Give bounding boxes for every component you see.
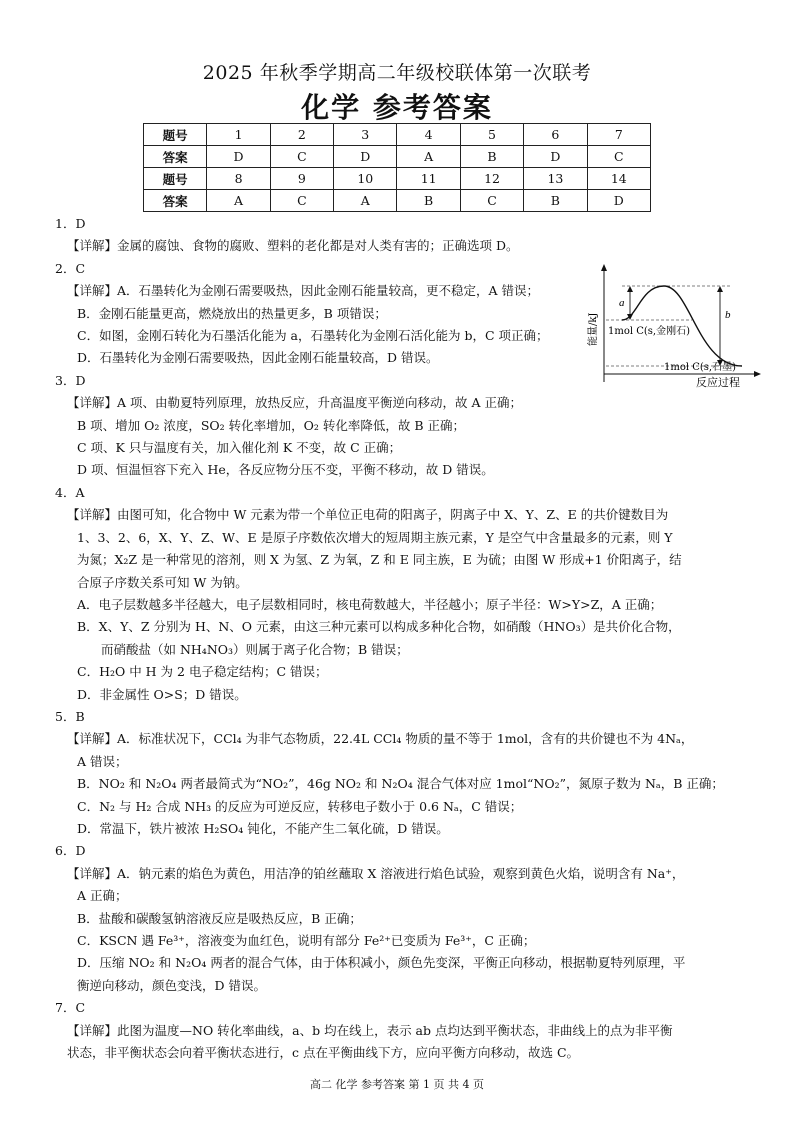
answer-table-header-cell: 题号 (144, 124, 207, 146)
explanation-line: B．金刚石能量更高，燃烧放出的热量更多，B 项错误； (77, 305, 387, 321)
answer-table-cell: 6 (524, 124, 587, 146)
answer-table-cell: A (334, 190, 397, 212)
explanation-line: D 项、恒温恒容下充入 He，各反应物分压不变，平衡不移动，故 D 错误。 (77, 462, 494, 478)
explanation-line: 【详解】此图为温度—NO 转化率曲线，a、b 均在线上，表示 ab 点均达到平衡状态，非曲线上的点为非平衡 (67, 1022, 673, 1038)
question-number: 5．B (55, 708, 85, 724)
explanation-line: D．常温下，铁片被浓 H₂SO₄ 钝化，不能产生二氧化硫，D 错误。 (77, 820, 449, 836)
explanation-line: 而硝酸盐（如 NH₄NO₃）则属于离子化合物；B 错误； (101, 641, 409, 657)
explanation-line: 【详解】A 项、由勒夏特列原理，放热反应，升高温度平衡逆向移动，故 A 正确； (67, 395, 522, 411)
question-number: 2．C (55, 260, 86, 276)
answer-table-cell: A (397, 146, 460, 168)
explanation-line: 【详解】A．标准状况下，CCl₄ 为非气态物质，22.4L CCl₄ 物质的量不等于 1mol，含有的共价键也不为 4Nₐ， (67, 731, 694, 747)
page-footer: 高二 化学 参考答案 第 1 页 共 4 页 (310, 1078, 484, 1091)
explanation-line: 【详解】A．钠元素的焰色为黄色，用洁净的铂丝蘸取 X 溶液进行焰色试验，观察到黄色火焰，说明含有 Na⁺， (67, 865, 685, 881)
explanation-line: B．盐酸和碳酸氢钠溶液反应是吸热反应，B 正确； (77, 910, 362, 926)
answer-table (143, 123, 651, 212)
answer-table-header-cell: 题号 (144, 168, 207, 190)
answer-table-header-cell: 答案 (144, 146, 207, 168)
x-axis-label: 反应过程 (696, 376, 740, 389)
explanation-line: C．H₂O 中 H 为 2 电子稳定结构；C 错误； (77, 664, 328, 680)
y-axis-arrow (601, 264, 607, 271)
question-number: 3．D (55, 372, 86, 388)
answer-table-header-cell: 答案 (144, 190, 207, 212)
answer-table-cell: D (587, 190, 650, 212)
diamond-label: 1mol C(s,金刚石) (608, 326, 691, 337)
answer-table-row (144, 168, 651, 190)
document-subtitle: 化学 参考答案 (301, 91, 493, 124)
explanation-line: B 项、增加 O₂ 浓度，SO₂ 转化率增加，O₂ 转化率降低，故 B 正确； (77, 417, 466, 433)
explanation-line: C 项、K 只与温度有关，加入催化剂 K 不变，故 C 正确； (77, 440, 402, 456)
explanation-line: C．N₂ 与 H₂ 合成 NH₃ 的反应为可逆反应，转移电子数小于 0.6 Nₐ，C 错误； (77, 798, 523, 814)
b-label: b (725, 309, 731, 321)
answer-table-cell: 13 (524, 168, 587, 190)
explanation-line: 【详解】金属的腐蚀、食物的腐败、塑料的老化都是对人类有害的；正确选项 D。 (67, 238, 519, 254)
answer-table-cell: 2 (270, 124, 333, 146)
answer-table-cell: D (524, 146, 587, 168)
explanation-line: A 错误； (77, 753, 128, 769)
question-number: 4．A (55, 484, 85, 500)
answer-table-cell: D (207, 146, 270, 168)
explanation-line: 为氮；X₂Z 是一种常见的溶剂，则 X 为氢、Z 为氧，Z 和 E 同主族，E 为硫；由图 W 形成+1 价阳离子，结 (77, 552, 682, 568)
explanation-line: 状态，非平衡状态会向着平衡状态进行，c 点在平衡曲线下方，应向平衡方向移动，故选 C。 (67, 1045, 580, 1061)
answer-table-row (144, 146, 651, 168)
explanation-line: 衡逆向移动，颜色变浅，D 错误。 (77, 977, 266, 993)
answer-table-cell: 3 (334, 124, 397, 146)
answer-table-cell: C (270, 190, 333, 212)
question-number: 6．D (55, 843, 86, 859)
graphite-label: 1mol C(s,石墨) (664, 362, 737, 373)
explanation-line: 【详解】由图可知，化合物中 W 元素为带一个单位正电荷的阳离子，阴离子中 X、Y、Z、E 的共价键数目为 (67, 507, 669, 523)
explanation-line: 【详解】A．石墨转化为金刚石需要吸热，因此金刚石能量较高，更不稳定，A 错误； (67, 283, 540, 299)
answer-table-cell: 7 (587, 124, 650, 146)
explanation-line: D．压缩 NO₂ 和 N₂O₄ 两者的混合气体，由于体积减小，颜色先变深，平衡正向移动，根据勒夏特列原理，平 (77, 955, 686, 971)
answer-table-cell: 12 (460, 168, 523, 190)
answer-table-cell: 11 (397, 168, 460, 190)
answer-table-cell: B (397, 190, 460, 212)
y-axis-label: 能量/kJ (588, 312, 599, 346)
answer-table-cell: A (207, 190, 270, 212)
answer-table-cell: B (524, 190, 587, 212)
explanation-line: B．NO₂ 和 N₂O₄ 两者最简式为“NO₂”，46g NO₂ 和 N₂O₄ 混合气体对应 1mol“NO₂”，氮原子数为 Nₐ，B 正确； (77, 776, 724, 792)
answer-table-row (144, 124, 651, 146)
document-title: 2025 年秋季学期高二年级校联体第一次联考 (202, 62, 592, 84)
answer-table-row (144, 190, 651, 212)
explanation-line: 1、3、2、6，X、Y、Z、W、E 是原子序数依次增大的短周期主族元素，Y 是空气中含量最多的元素，则 Y (77, 529, 673, 545)
answer-table-cell: 10 (334, 168, 397, 190)
answer-table-cell: B (460, 146, 523, 168)
question-number: 7．C (55, 1000, 86, 1016)
explanation-line: C．KSCN 遇 Fe³⁺，溶液变为血红色，说明有部分 Fe²⁺已变质为 Fe³⁺，C 正确； (77, 933, 536, 948)
a-label: a (619, 297, 625, 309)
answer-table-cell: 1 (207, 124, 270, 146)
explanation-line: 合原子序数关系可知 W 为钠。 (77, 574, 248, 590)
answer-table-cell: D (334, 146, 397, 168)
explanation-line: A 正确； (77, 888, 128, 904)
answer-table-cell: 9 (270, 168, 333, 190)
explanation-line: A．电子层数越多半径越大，电子层数相同时，核电荷数越大，半径越小；原子半径：W>Y>Z，A 正确； (77, 596, 663, 612)
answer-table-cell: C (460, 190, 523, 212)
answer-table-cell: C (587, 146, 650, 168)
answer-table-cell: 14 (587, 168, 650, 190)
explanation-line: D．非金属性 O>S；D 错误。 (77, 686, 247, 702)
answer-table-cell: 8 (207, 168, 270, 190)
explanation-line: C．如图，金刚石转化为石墨活化能为 a，石墨转化为金刚石活化能为 b，C 项正确； (77, 328, 549, 344)
answer-table-cell: 4 (397, 124, 460, 146)
energy-diagram (588, 262, 762, 392)
x-axis-arrow (754, 371, 761, 377)
question-number: 1．D (55, 216, 86, 231)
explanation-line: B．X、Y、Z 分别为 H、N、O 元素，由这三种元素可以构成多种化合物，如硝酸（HNO₃）是共价化合物， (77, 619, 681, 635)
answer-table-cell: 5 (460, 124, 523, 146)
explanation-line: D．石墨转化为金刚石需要吸热，因此金刚石能量较高，D 错误。 (77, 350, 439, 366)
answer-table-cell: C (270, 146, 333, 168)
